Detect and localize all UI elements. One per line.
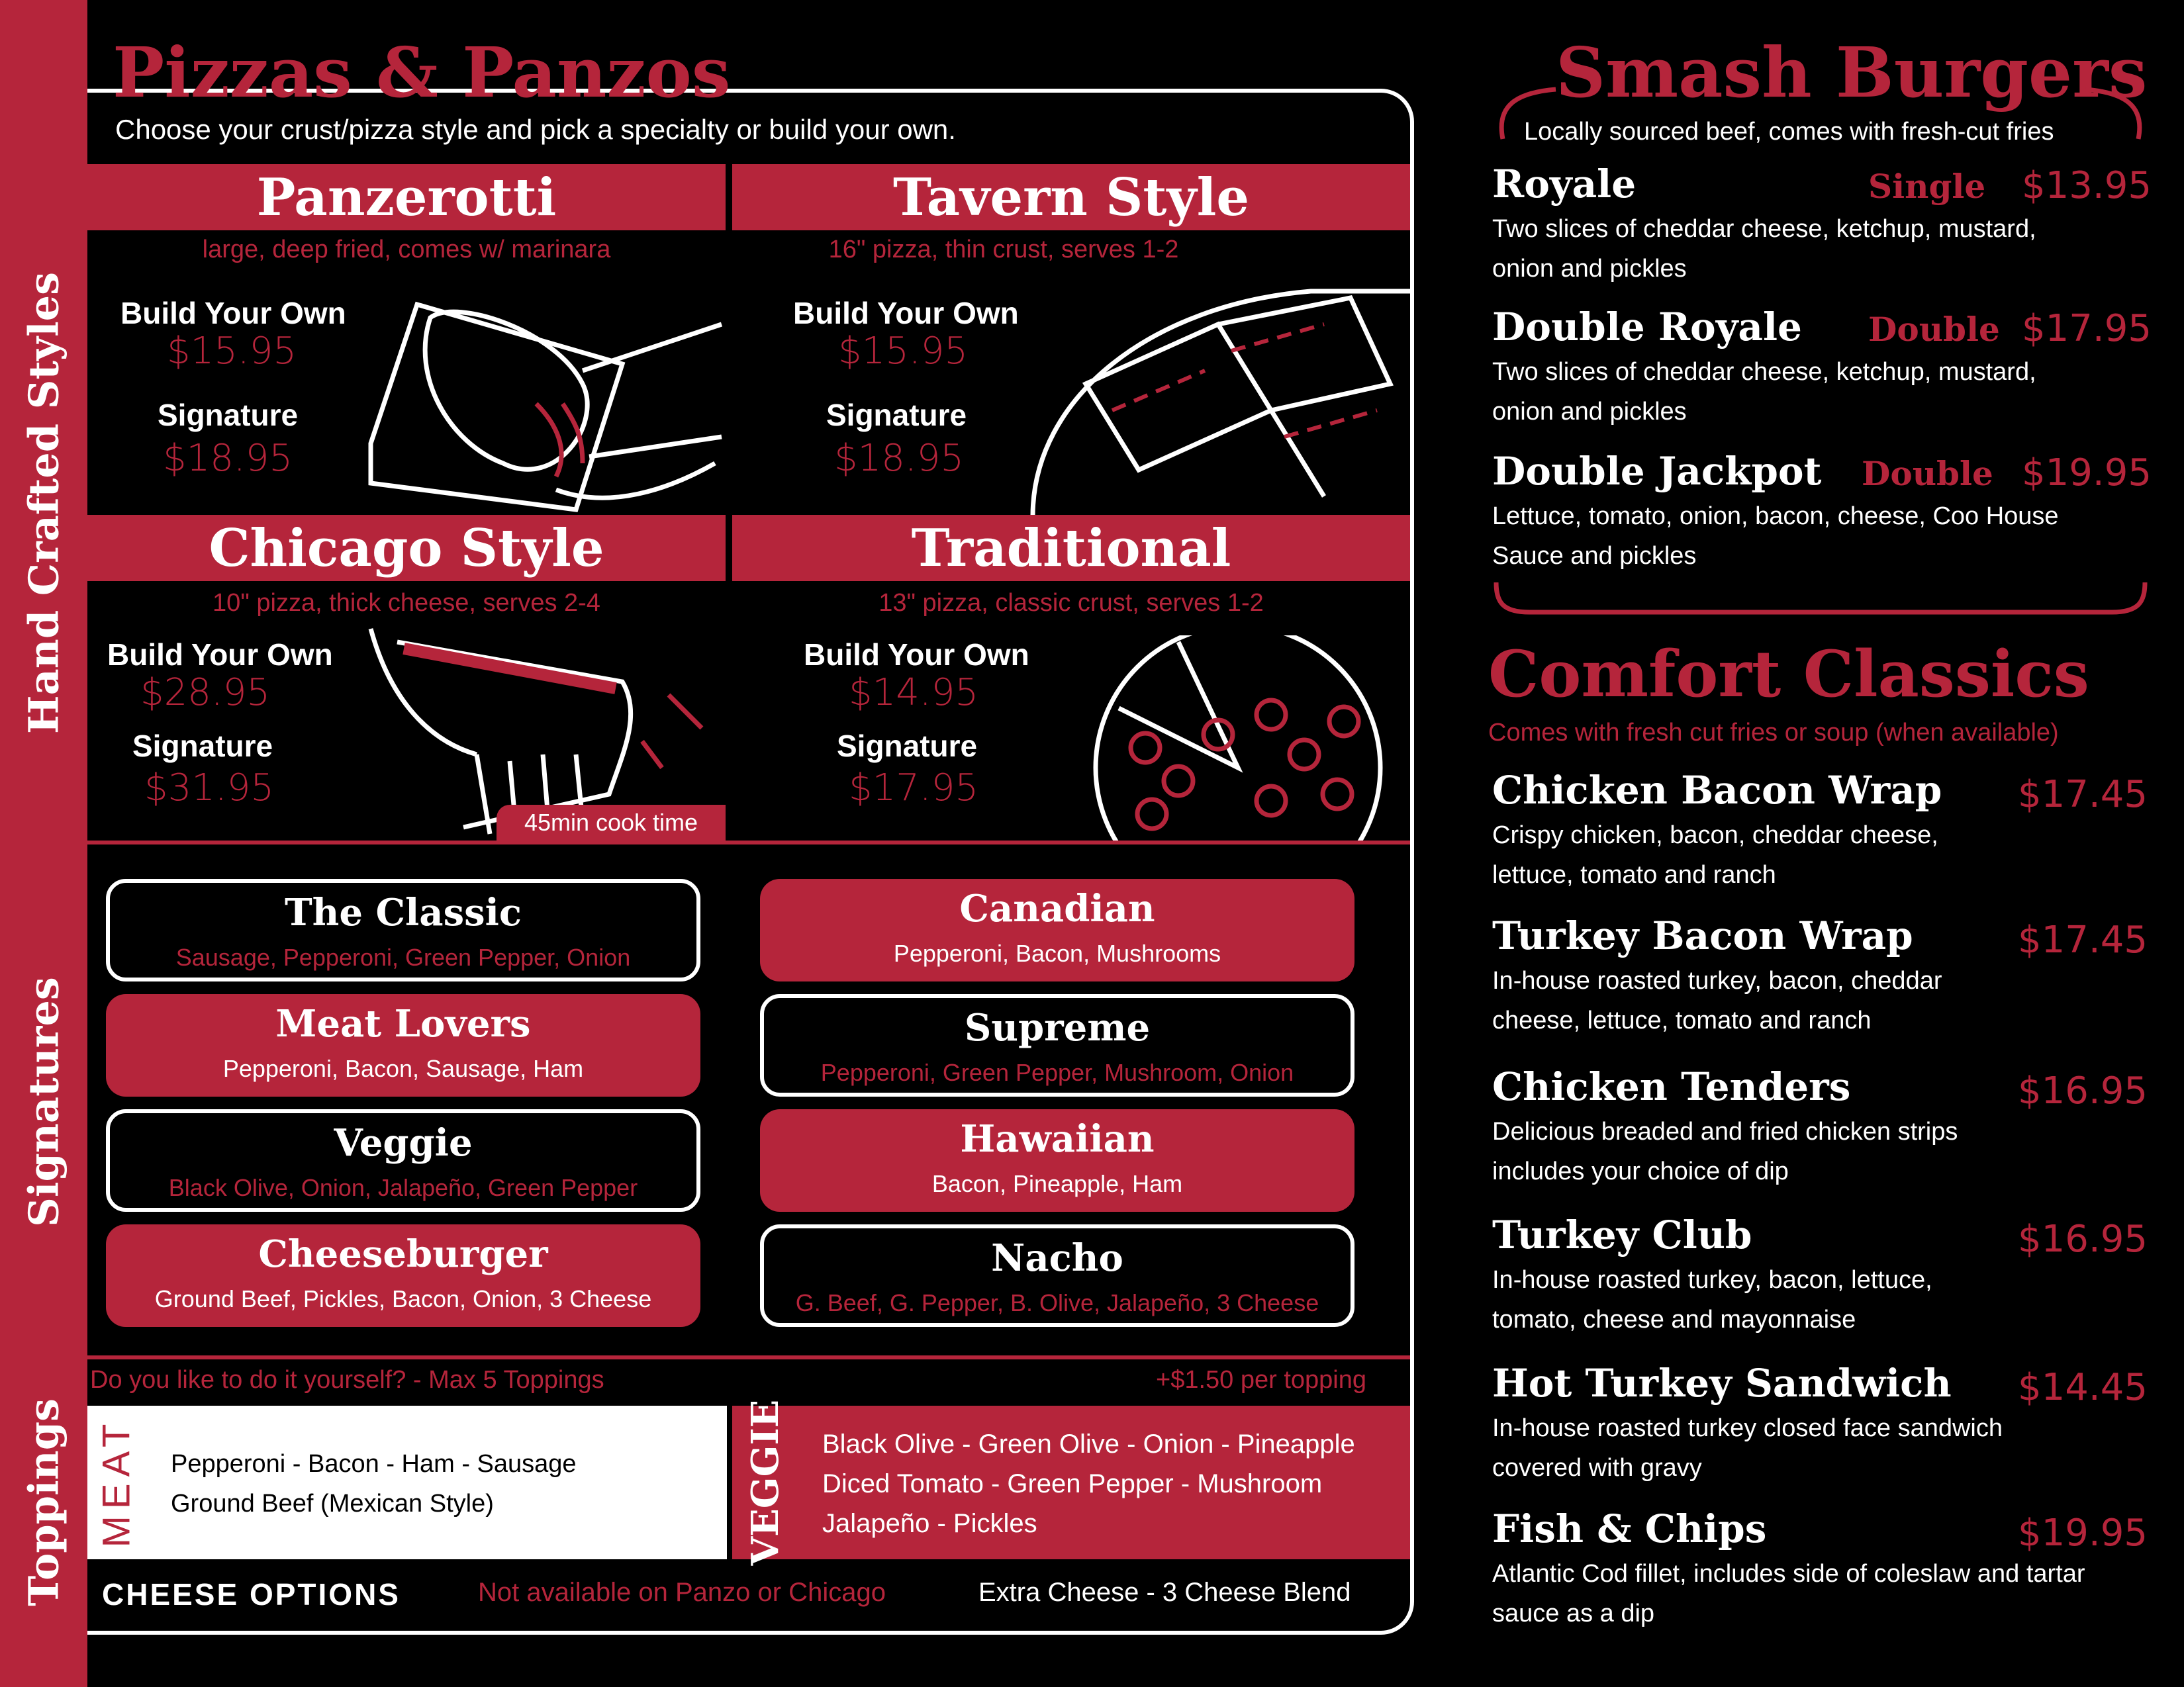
style-desc: 13" pizza, classic crust, serves 1-2 [878, 589, 1264, 617]
byo-label: Build Your Own [107, 637, 333, 672]
byo-label: Build Your Own [120, 296, 346, 330]
burgers-bottom-bracket-icon [1490, 582, 2152, 622]
signature-card-cheeseburger[interactable] [106, 1224, 700, 1327]
burger-name: Double Jackpot [1492, 449, 1822, 494]
cook-time-badge: 45min cook time [497, 805, 726, 841]
comfort-item-desc: Atlantic Cod fillet, includes side of coleslaw and tartar sauce as a dip [1492, 1560, 2085, 1627]
comfort-item-price: $16.95 [2018, 1218, 2148, 1261]
byo-price: $28.95 [140, 671, 270, 714]
pizza-subtitle: Choose your crust/pizza style and pick a specialty or build your own. [115, 114, 956, 145]
panzerotti-illustration-icon [357, 291, 726, 515]
signature-card-canadian[interactable] [760, 879, 1354, 981]
burger-price: $19.95 [2022, 451, 2152, 494]
byo-label: Build Your Own [793, 296, 1019, 330]
tavern-pizza-illustration-icon [1020, 278, 1410, 516]
comfort-item-price: $17.45 [2018, 919, 2148, 962]
burger-price: $17.95 [2022, 307, 2152, 350]
comfort-item-desc: Crispy chicken, bacon, cheddar cheese, lettuce, tomato and ranch [1492, 821, 1938, 889]
comfort-item-desc: In-house roasted turkey, bacon, cheddar cheese, lettuce, tomato and ranch [1492, 967, 1942, 1034]
comfort-item-name: Chicken Tenders [1492, 1064, 1851, 1109]
sig-label: Signature [132, 729, 273, 763]
burgers-subtitle: Locally sourced beef, comes with fresh-cut fries [1524, 118, 2054, 146]
signature-card-meat-lovers[interactable] [106, 994, 700, 1097]
burger-name: Double Royale [1492, 304, 1802, 349]
signature-desc: Bacon, Pineapple, Ham [931, 1170, 1183, 1197]
burger-size: Single [1868, 167, 1986, 206]
traditional-pizza-illustration-icon [1072, 635, 1410, 841]
veggie-toppings-panel [732, 1399, 1410, 1566]
comfort-subtitle: Comes with fresh cut fries or soup (when available) [1488, 719, 2059, 747]
toppings-price: +$1.50 per topping [1156, 1366, 1366, 1394]
comfort-item-name: Hot Turkey Sandwich [1492, 1361, 1952, 1406]
signature-desc: Black Olive, Onion, Jalapeño, Green Pepper [168, 1174, 638, 1201]
byo-price: $15.95 [838, 330, 968, 373]
comfort-item-name: Turkey Bacon Wrap [1492, 913, 1913, 958]
signature-card-the-classic[interactable] [106, 879, 700, 981]
style-desc: 16" pizza, thin crust, serves 1-2 [828, 236, 1179, 263]
toppings-intro: Do you like to do it yourself? - Max 5 Toppings [90, 1366, 604, 1394]
sig-label: Signature [826, 398, 967, 432]
signature-desc: Pepperoni, Bacon, Sausage, Ham [222, 1055, 584, 1082]
style-band-panzerotti [87, 164, 726, 230]
burgers-title: Smash Burgers [1556, 32, 2148, 113]
signature-name: Nacho [991, 1236, 1123, 1280]
style-name: Panzerotti [256, 167, 557, 228]
veggie-line: Jalapeño - Pickles [822, 1509, 1037, 1538]
signature-desc: Sausage, Pepperoni, Green Pepper, Onion [175, 944, 631, 971]
sig-price: $18.95 [163, 437, 293, 480]
style-desc: large, deep fried, comes w/ marinara [202, 236, 611, 263]
signature-name: The Classic [284, 891, 522, 935]
signature-card-hawaiian[interactable] [760, 1109, 1354, 1212]
signature-desc: Pepperoni, Bacon, Mushrooms [893, 940, 1221, 967]
divider [87, 1355, 1410, 1359]
meat-line: Ground Beef (Mexican Style) [171, 1490, 494, 1518]
burger-size: Double [1862, 454, 1993, 493]
comfort-item-price: $19.95 [2018, 1512, 2148, 1555]
meat-toppings-panel [87, 1406, 727, 1559]
sig-price: $31.95 [144, 766, 274, 809]
meat-line: Pepperoni - Bacon - Ham - Sausage [171, 1450, 577, 1478]
divider [87, 841, 1410, 844]
signature-name: Cheeseburger [258, 1232, 548, 1276]
signature-card-veggie[interactable] [106, 1109, 700, 1212]
comfort-item-price: $17.45 [2018, 773, 2148, 816]
comfort-item-desc: Delicious breaded and fried chicken strips includes your choice of dip [1492, 1118, 1958, 1185]
burger-name: Royale [1492, 161, 1637, 206]
byo-price: $15.95 [167, 330, 297, 373]
signature-desc: Pepperoni, Green Pepper, Mushroom, Onion [820, 1059, 1294, 1086]
style-name: Chicago Style [209, 518, 604, 578]
burger-desc: Lettuce, tomato, onion, bacon, cheese, Coo House Sauce and pickles [1492, 502, 2059, 570]
side-label-styles: Hand Crafted Styles [19, 272, 68, 734]
burger-price: $13.95 [2022, 164, 2152, 207]
veggie-line: Diced Tomato - Green Pepper - Mushroom [822, 1469, 1323, 1498]
sig-label: Signature [837, 729, 978, 763]
signature-card-nacho[interactable] [760, 1224, 1354, 1327]
byo-price: $14.95 [849, 671, 978, 714]
byo-label: Build Your Own [804, 637, 1029, 672]
sig-price: $17.95 [849, 766, 978, 809]
comfort-title: Comfort Classics [1488, 637, 2089, 711]
signature-name: Hawaiian [960, 1117, 1155, 1161]
style-name: Traditional [911, 518, 1231, 578]
comfort-item-name: Turkey Club [1492, 1212, 1752, 1257]
veggie-line: Black Olive - Green Olive - Onion - Pineapple [822, 1430, 1355, 1459]
cheese-options-list: Extra Cheese - 3 Cheese Blend [978, 1578, 1351, 1607]
comfort-item-price: $14.45 [2018, 1366, 2148, 1409]
burger-size: Double [1868, 310, 2000, 349]
style-desc: 10" pizza, thick cheese, serves 2-4 [213, 589, 600, 617]
comfort-item-name: Fish & Chips [1492, 1506, 1767, 1551]
signature-card-supreme[interactable] [760, 994, 1354, 1097]
pizza-title: Pizzas & Panzos [113, 32, 731, 113]
comfort-item-name: Chicken Bacon Wrap [1492, 768, 1942, 813]
style-band-tavern [732, 164, 1410, 230]
sig-price: $18.95 [834, 437, 964, 480]
style-band-chicago [87, 515, 726, 581]
style-band-traditional [732, 515, 1410, 581]
signature-desc: G. Beef, G. Pepper, B. Olive, Jalapeño, 3 Cheese [795, 1289, 1319, 1316]
signature-name: Supreme [964, 1006, 1151, 1050]
signature-name: Canadian [959, 887, 1155, 931]
burger-desc: Two slices of cheddar cheese, ketchup, mustard, onion and pickles [1492, 215, 2036, 283]
signature-desc: Ground Beef, Pickles, Bacon, Onion, 3 Cheese [154, 1285, 652, 1312]
signature-name: Veggie [334, 1121, 473, 1165]
comfort-item-desc: In-house roasted turkey, bacon, lettuce, tomato, cheese and mayonnaise [1492, 1266, 1932, 1334]
burger-desc: Two slices of cheddar cheese, ketchup, mustard, onion and pickles [1492, 358, 2036, 426]
cheese-options-label: CHEESE OPTIONS [102, 1577, 401, 1612]
style-name: Tavern Style [893, 167, 1249, 228]
signature-name: Meat Lovers [275, 1002, 531, 1046]
veggie-label: VEGGIE [743, 1399, 787, 1566]
left-sidebar [0, 0, 87, 1687]
side-label-toppings: Toppings [19, 1398, 68, 1606]
side-label-signatures: Signatures [19, 977, 68, 1227]
sig-label: Signature [158, 398, 299, 432]
meat-label: MEAT [95, 1417, 138, 1548]
cheese-options-note: Not available on Panzo or Chicago [478, 1578, 886, 1607]
comfort-item-price: $16.95 [2018, 1070, 2148, 1113]
comfort-item-desc: In-house roasted turkey closed face sandwich covered with gravy [1492, 1414, 2003, 1482]
